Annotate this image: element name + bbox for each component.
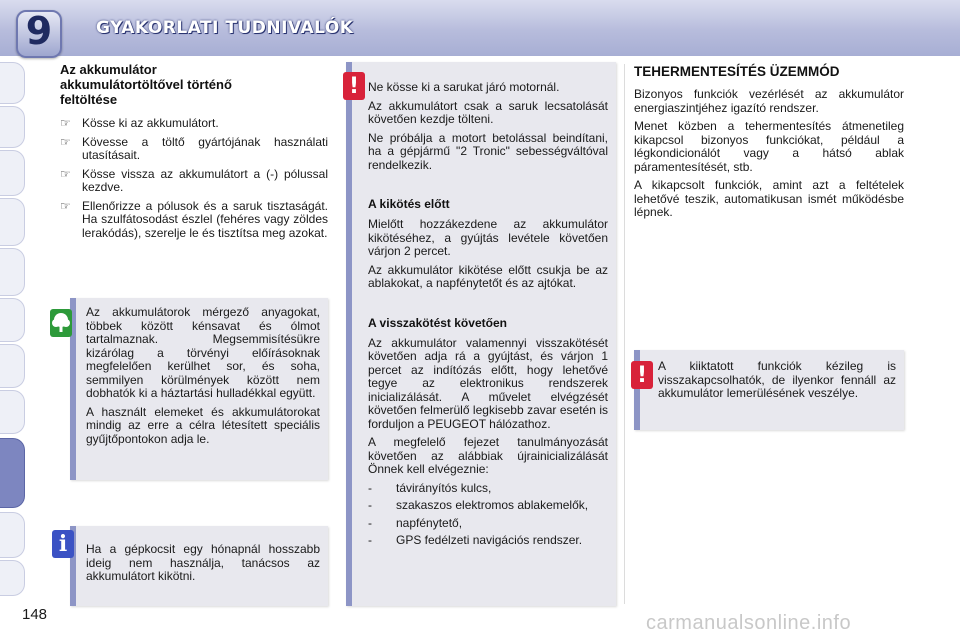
subsection-heading: A kikötés előtt	[368, 197, 450, 211]
warning-icon: !	[631, 361, 653, 389]
side-tab[interactable]	[0, 198, 25, 246]
tree-icon	[50, 309, 72, 337]
page-number: 148	[22, 606, 48, 623]
list-item: - távirányítós kulcs,	[368, 480, 492, 495]
dash-list	[368, 482, 608, 548]
side-tab[interactable]	[0, 248, 25, 296]
load-shedding-warning-box: A kiiktatott funkciók kézileg is visszakapcsolhatók, de ilyenkor fennáll az akkumulátor lemerülésének veszélye.	[634, 350, 904, 430]
right-text: Bizonyos funkciók vezérlését az akkumulátor energiaszintjéhez igazító rendszer. Menet közben a tehermentesítés átmenetileg kikapcsol bizonyos funkciókat, például a légkondicionálót vagy a hátsó ablak páramentesítését, stb. A kikapcsolt funkciók, amint azt a feltételek lehetővé teszik, automatikusan ismét működésbe lépnek.	[634, 87, 904, 219]
battery-warning-box: Ne kösse ki a sarukat járó motornál. Az akkumulátort csak a saruk lecsatolását követően kezdje tölteni. Ne próbálja a motort betolással beindítani, ha a gépjármű "2 Tronic" sebességváltóval rendelkezik. A kikötés előtt Mielőtt hozzákezdene az akkumulátor kikötéséhez, a gyújtás levétele követően várjon 2 percet. Az akkumulátor kikötése előtt csukja be az ablakokat, a napfénytetőt és az ajtókat. A visszakötést követően Az akkumulátor valamennyi visszakötését követően adja rá a gyújtást, és várjon 1 percet az indítózás előtt, hogy lehetővé tegye az elektronikus rendszerek inicializálását. A művelet elvégzését követően felmerülő legkisebb zavar esetén is forduljon a PEUGEOT hálózathoz. A megfelelő fejezet tanulmányozását követően az alábbiak újrainicializálását Önnek kell elvégeznie: - távirányítós kulcs, - szakaszos elektromos ablakemelők, - napfénytető, - GPS fedélzeti navigációs rendszer.	[346, 62, 616, 606]
column-divider	[624, 64, 625, 604]
bullet-list	[60, 117, 328, 245]
chapter-number: 9	[25, 9, 53, 53]
watermark: carmanualsonline.info	[646, 612, 852, 634]
side-tab[interactable]	[0, 512, 25, 558]
pointing-hand-icon: ☞	[60, 166, 71, 181]
list-item: ☞ Kösse ki az akkumulátort.	[60, 116, 219, 130]
list-item: - napfénytető,	[368, 515, 463, 530]
page-title: GYAKORLATI TUDNIVALÓK	[96, 18, 354, 38]
info-note-box: Ha a gépkocsit egy hónapnál hosszabb ideig nem használja, tanácsos az akkumulátort kikötni.	[70, 526, 328, 606]
environment-note-box: Az akkumulátorok mérgező anyagokat, többek között kénsavat és ólmot tartalmaznak. Megsemmisítésükre kizárólag a törvényi előírásoknak megfelelően kerülhet sor, és soha, semmilyen körülmények között nem dobhatók ki a háztartási hulladékkal együtt. A használt elemeket és akkumulátorokat mindig az erre a célra létesített speciális gyűjtőpontokon adja le.	[70, 298, 328, 480]
pointing-hand-icon: ☞	[60, 134, 71, 149]
list-item: ☞ Kövesse a töltő gyártójának használati utasításait.	[60, 134, 328, 162]
side-tab[interactable]	[0, 344, 25, 388]
section-heading: TEHERMENTESÍTÉS ÜZEMMÓD	[634, 64, 840, 79]
section-heading: Az akkumulátor akkumulátortöltővel történő feltöltése	[60, 62, 232, 107]
side-tab[interactable]	[0, 62, 25, 104]
side-tab[interactable]	[0, 560, 25, 596]
subsection-heading: A visszakötést követően	[368, 315, 507, 330]
side-tab-active[interactable]	[0, 438, 25, 508]
side-tab[interactable]	[0, 150, 25, 196]
side-tab[interactable]	[0, 390, 25, 434]
pointing-hand-icon: ☞	[60, 198, 71, 213]
warning-icon: !	[343, 72, 365, 100]
list-item: - GPS fedélzeti navigációs rendszer.	[368, 533, 583, 547]
list-item: ☞ Kösse vissza az akkumulátort a (-) pólussal kezdve.	[60, 166, 328, 194]
info-icon: i	[52, 530, 74, 558]
list-item: - szakaszos elektromos ablakemelők,	[368, 498, 589, 512]
side-tab[interactable]	[0, 106, 25, 148]
pointing-hand-icon: ☞	[60, 116, 71, 130]
side-tab[interactable]	[0, 298, 25, 342]
list-item: ☞ Ellenőrizze a pólusok és a saruk tisztaságát. Ha szulfátosodást észlel (fehéres vagy zöldes lerakódás), szerelje le és tisztítsa meg azokat.	[60, 198, 328, 240]
